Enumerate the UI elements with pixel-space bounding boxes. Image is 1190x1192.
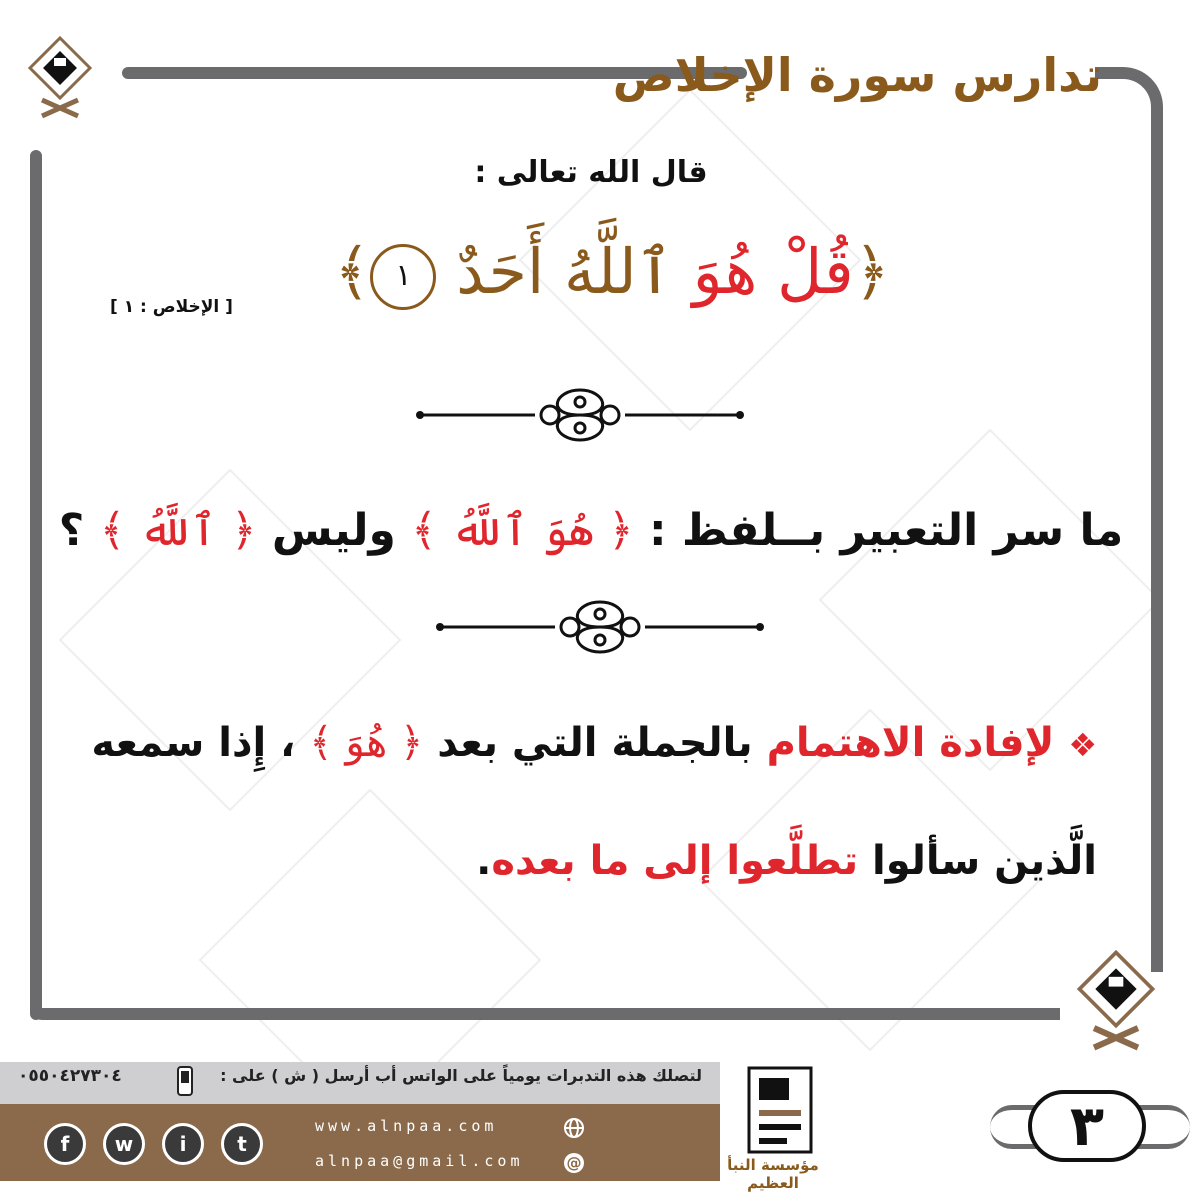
email-link[interactable]: alnpaa@gmail.com bbox=[315, 1152, 524, 1170]
instagram-icon[interactable]: i bbox=[162, 1123, 204, 1165]
subscribe-text: لتصلك هذه التدبرات يومياً على الواتس أب أرسل ( ش ) على : bbox=[220, 1066, 702, 1085]
ayah-text bbox=[334, 235, 890, 310]
brand-name: مؤسسة النبأ العظيم bbox=[727, 1156, 819, 1192]
page-number: ٣ bbox=[1028, 1090, 1146, 1162]
ornament-divider-icon bbox=[415, 380, 745, 450]
answer-quote: ﴿ هُوَ ﴾ bbox=[309, 720, 424, 766]
ayah-red-words: قُلْ هُوَ bbox=[692, 235, 854, 308]
globe-icon bbox=[563, 1117, 585, 1139]
question-part2: وليس bbox=[271, 505, 396, 556]
website-link[interactable]: www.alnpaa.com bbox=[315, 1117, 498, 1135]
question-quote1: ﴿ هُوَ ٱللَّهُ ﴾ bbox=[411, 505, 634, 556]
brand-logo-icon-bottom bbox=[1076, 950, 1156, 1050]
twitter-icon[interactable]: t bbox=[221, 1123, 263, 1165]
answer-text-1: بالجملة التي بعد bbox=[437, 720, 753, 766]
question-quote2: ﴿ ٱللَّهُ ﴾ bbox=[99, 505, 257, 556]
verse-number-badge: ١ bbox=[370, 244, 436, 310]
phone-number[interactable]: ٠٥٥٠٤٢٧٣٠٤ bbox=[18, 1066, 122, 1086]
answer-highlight-1: لإفادة الاهتمام bbox=[766, 720, 1055, 766]
brand-footer-logo-icon bbox=[745, 1064, 815, 1156]
ayah-row bbox=[110, 235, 910, 345]
answer-end: . bbox=[476, 838, 492, 884]
page-title: تدارس سورة الإخلاص bbox=[612, 48, 1102, 102]
question-mark: ؟ bbox=[58, 505, 85, 556]
brand-logo-icon bbox=[28, 36, 92, 118]
ayah-brown-words: ٱللَّهُ أَحَدٌ bbox=[456, 235, 693, 308]
phone-icon bbox=[176, 1066, 194, 1096]
whatsapp-icon[interactable]: w bbox=[103, 1123, 145, 1165]
answer-text bbox=[37, 685, 1097, 919]
intro-text: قال الله تعالى : bbox=[474, 155, 708, 190]
answer-text-2: ، إِذا سمعه الَّذين سألوا bbox=[91, 720, 1097, 884]
frame-bottom bbox=[30, 1008, 1060, 1020]
bullet-icon: ❖ bbox=[1068, 726, 1097, 764]
question-part1: ما سر التعبير بــلفظ : bbox=[648, 505, 1124, 556]
ayah-reference: [ الإخلاص : ١ ] bbox=[110, 297, 233, 317]
answer-highlight-2: تطلَّعوا إلى ما بعده bbox=[491, 838, 859, 884]
at-icon bbox=[563, 1152, 585, 1174]
svg-text:@: @ bbox=[566, 1154, 582, 1172]
ornament-divider-icon-2 bbox=[430, 592, 770, 662]
ayah-open-bracket: ﴿ bbox=[853, 235, 890, 308]
facebook-icon[interactable]: f bbox=[44, 1123, 86, 1165]
ayah-close-bracket: ﴾ bbox=[334, 235, 371, 308]
question-text bbox=[0, 505, 1182, 556]
